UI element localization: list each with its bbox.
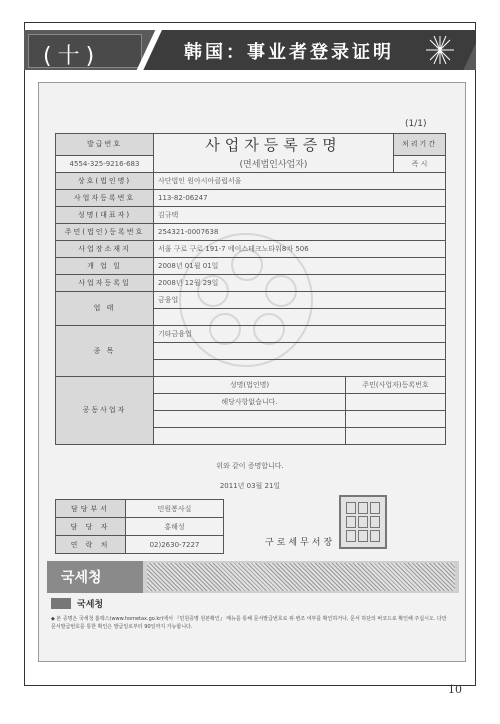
seal-glyph bbox=[358, 502, 368, 514]
joint-reg-empty bbox=[346, 393, 446, 410]
scanned-certificate bbox=[38, 82, 466, 662]
row-value: 김규택 bbox=[154, 206, 446, 223]
seal-glyph bbox=[358, 516, 368, 528]
nts-barcode-bar bbox=[47, 561, 459, 593]
row-value: 사단법인 원아시아클럽서울 bbox=[154, 172, 446, 189]
issue-no-label: 발급번호 bbox=[56, 134, 154, 156]
row-label: 개 업 일 bbox=[56, 257, 154, 274]
row-value: 2008년 01월 01일 bbox=[154, 257, 446, 274]
certify-date: 2011년 03월 21일 bbox=[219, 482, 281, 490]
business-type-label: 업 태 bbox=[56, 291, 154, 325]
page-number: 10 bbox=[448, 683, 462, 696]
contact-value: 02)2630-7227 bbox=[126, 536, 224, 554]
sparkle-icon bbox=[422, 34, 458, 66]
nts-small-name: 국세청 bbox=[77, 600, 104, 610]
row-label: 사업자등록일 bbox=[56, 274, 154, 291]
row-label: 사업자등록번호 bbox=[56, 189, 154, 206]
verification-notice: ◆ 본 증명은 국세청 홈택스(www.hometax.go.kr)에서 『민원증명 원본확인』 메뉴를 통해 문서발급번호로 위·변조 여부를 확인하거나, 문서 하단의 바코드로 확인해 주십시오. 다만 문서발급번호를 통한 확인은 발급일로부터 90일까지 가능합니다. bbox=[51, 616, 447, 630]
section-header bbox=[24, 30, 476, 70]
row-value: 113-82-06247 bbox=[154, 189, 446, 206]
joint-empty bbox=[346, 427, 446, 444]
row-label: 성명(대표자) bbox=[56, 206, 154, 223]
seal-glyph bbox=[346, 516, 356, 528]
certificate-table bbox=[55, 133, 446, 445]
joint-reg-header: 주민(사업자)등록번호 bbox=[346, 376, 446, 393]
joint-name-header: 성명(법인명) bbox=[154, 376, 346, 393]
nts-logo-box bbox=[47, 561, 143, 593]
joint-empty bbox=[154, 427, 346, 444]
processing-value: 즉 시 bbox=[394, 155, 446, 172]
section-number-box bbox=[28, 34, 142, 68]
row-value: 2008년 12월 29일 bbox=[154, 274, 446, 291]
seal-glyph bbox=[370, 516, 380, 528]
section-number: (十) bbox=[43, 44, 101, 69]
security-barcode bbox=[147, 563, 455, 591]
contact-value: 홍해성 bbox=[126, 518, 224, 536]
document-title: 사업자등록증명 bbox=[154, 134, 394, 156]
joint-value: 해당사항없습니다. bbox=[154, 393, 346, 410]
nts-logo-text: 국세청 bbox=[61, 570, 102, 586]
contact-label: 연 락 처 bbox=[56, 536, 126, 554]
business-item-empty bbox=[154, 359, 446, 376]
business-item-value: 기타금융업 bbox=[154, 325, 446, 342]
contact-value: 민원봉사실 bbox=[126, 500, 224, 518]
row-value: 서울 구로 구로 191-7 에이스테크노타워8차 506 bbox=[154, 240, 446, 257]
contact-label: 담당부서 bbox=[56, 500, 126, 518]
seal-glyph bbox=[370, 502, 380, 514]
official-seal bbox=[339, 495, 387, 549]
issue-no-value: 4554-325-9216-683 bbox=[56, 155, 154, 172]
joint-business-label: 공동사업자 bbox=[56, 376, 154, 444]
business-type-value: 금융업 bbox=[154, 291, 446, 308]
seal-glyph bbox=[370, 530, 380, 542]
seal-glyph bbox=[346, 502, 356, 514]
processing-label: 처리기간 bbox=[394, 134, 446, 156]
certify-text: 위와 같이 증명합니다. bbox=[216, 462, 284, 470]
row-label: 상호(법인명) bbox=[56, 172, 154, 189]
contact-label: 담 당 자 bbox=[56, 518, 126, 536]
joint-empty bbox=[346, 410, 446, 427]
business-type-empty bbox=[154, 308, 446, 325]
document-subtitle: (면세법인사업자) bbox=[154, 155, 394, 172]
nts-emblem-icon bbox=[51, 598, 71, 609]
row-value: 254321-0007638 bbox=[154, 223, 446, 240]
tax-office-name: 구로세무서장 bbox=[265, 538, 336, 548]
contact-table bbox=[55, 499, 224, 554]
row-label: 주민(법인)등록번호 bbox=[56, 223, 154, 240]
section-title: 韩国：事业者登录证明 bbox=[184, 42, 394, 63]
joint-empty bbox=[154, 410, 346, 427]
seal-glyph bbox=[346, 530, 356, 542]
business-item-label: 종 목 bbox=[56, 325, 154, 376]
seal-glyph bbox=[358, 530, 368, 542]
row-label: 사업장소재지 bbox=[56, 240, 154, 257]
business-item-empty bbox=[154, 342, 446, 359]
page-count: (1/1) bbox=[405, 119, 427, 129]
